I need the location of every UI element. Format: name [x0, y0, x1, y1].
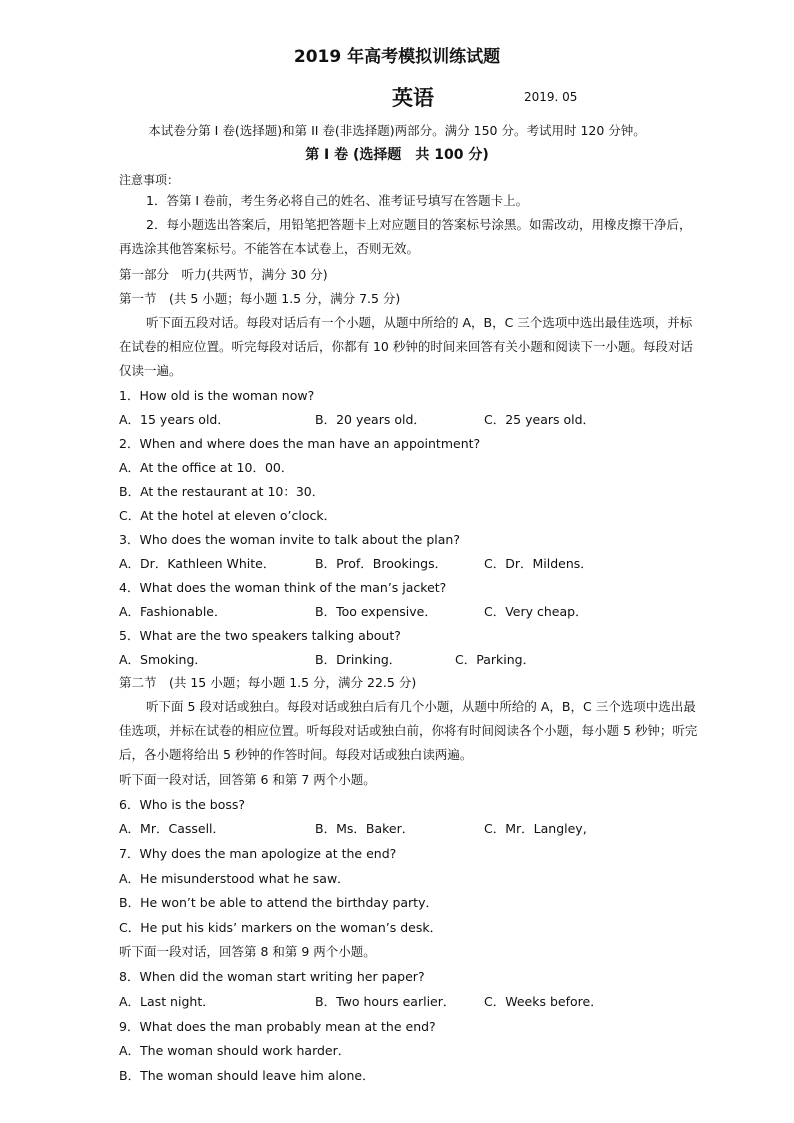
- notes-item-2: 2．每小题选出答案后，用铅笔把答题卡上对应题目的答案标号涂黑。如需改动，用橡皮擦干净后，再选涂其他答案标号。不能答在本试卷上，否则无效。: [119, 217, 692, 256]
- question-5-stem: 5．What are the two speakers talking about?: [119, 628, 401, 643]
- question-7-option-b: B．He won’t be able to attend the birthday party．: [119, 895, 438, 910]
- question-7-stem: 7．Why does the man apologize at the end?: [119, 846, 397, 861]
- question-2-option-c: C．At the hotel at eleven o’clock．: [119, 508, 337, 523]
- question-9-option-b: B．The woman should leave him alone．: [119, 1068, 375, 1083]
- question-6-stem: 6．Who is the boss?: [119, 797, 246, 812]
- question-6-option-a: A．Mr．Cassell．: [119, 821, 226, 836]
- question-1-option-b: B．20 years old．: [315, 412, 426, 427]
- question-3-option-b: B．Prof．Brookings．: [315, 556, 448, 571]
- question-8-option-a: A．Last night．: [119, 994, 215, 1009]
- question-9-option-a: A．The woman should work harder．: [119, 1043, 351, 1058]
- question-5-option-a: A．Smoking．: [119, 652, 207, 667]
- exam-title: 2019 年高考模拟训练试题: [293, 47, 501, 67]
- question-2-option-a: A．At the office at 10．00．: [119, 460, 294, 475]
- question-7-option-a: A．He misunderstood what he saw．: [119, 871, 350, 886]
- question-5-option-c: C．Parking．: [455, 652, 536, 667]
- question-8-option-c: C．Weeks before．: [484, 994, 603, 1009]
- question-1-stem: 1．How old is the woman now?: [119, 388, 315, 403]
- question-1-option-a: A．15 years old．: [119, 412, 230, 427]
- part1-title: 第 I 卷 (选择题 共 100 分): [305, 147, 489, 163]
- question-3-option-a: A．Dr．Kathleen White．: [119, 556, 276, 571]
- question-9-stem: 9．What does the man probably mean at the end?: [119, 1019, 436, 1034]
- question-6-option-b: B．Ms．Baker．: [315, 821, 415, 836]
- question-4-stem: 4．What does the woman think of the man’s jacket?: [119, 580, 447, 595]
- question-3-option-c: C．Dr．Mildens．: [484, 556, 593, 571]
- question-2-option-b: B．At the restaurant at 10：30．: [119, 484, 325, 499]
- question-2-stem: 2．When and where does the man have an appointment?: [119, 436, 481, 451]
- section2-heading: 第二节 (共 15 小题；每小题 1.5 分，满分 22.5 分): [119, 675, 417, 690]
- dialogue-8-9-intro: 听下面一段对话，回答第 8 和第 9 两个小题。: [119, 944, 376, 959]
- question-5-option-b: B．Drinking．: [315, 652, 402, 667]
- exam-intro: 本试卷分第 I 卷(选择题)和第 II 卷(非选择题)两部分。满分 150 分。考试用时 120 分钟。: [148, 123, 646, 138]
- question-6-option-c: C．Mr．Langley,: [484, 821, 587, 836]
- listening-part-heading: 第一部分 听力(共两节，满分 30 分): [119, 267, 328, 282]
- question-8-stem: 8．When did the woman start writing her paper?: [119, 969, 425, 984]
- question-3-stem: 3．Who does the woman invite to talk about the plan?: [119, 532, 460, 547]
- question-4-option-b: B．Too expensive．: [315, 604, 437, 619]
- section1-instructions: 听下面五段对话。每段对话后有一个小题，从题中所给的 A，B，C 三个选项中选出最佳选项，并标在试卷的相应位置。听完每段对话后，你都有 10 秒钟的时间来回答有关小题和阅读下一小题。每段对话仅读一遍。: [119, 315, 693, 378]
- question-4-option-c: C．Very cheap．: [484, 604, 588, 619]
- question-4-option-a: A．Fashionable．: [119, 604, 227, 619]
- notes-heading: 注意事项：: [119, 173, 180, 187]
- section2-instructions: 听下面 5 段对话或独白。每段对话或独白后有几个小题，从题中所给的 A，B，C 三个选项中选出最佳选项，并标在试卷的相应位置。听每段对话或独白前，你将有时间阅读各个小题，每小题 5 秒钟；听完后，各小题将给出 5 秒钟的作答时间。每段对话或独白读两遍。: [119, 699, 698, 762]
- dialogue-6-7-intro: 听下面一段对话，回答第 6 和第 7 两个小题。: [119, 772, 376, 787]
- subject-title: 英语: [392, 86, 434, 110]
- exam-date: 2019. 05: [524, 90, 578, 104]
- notes-item-1: 1．答第 I 卷前，考生务必将自己的姓名、准考证号填写在答题卡上。: [146, 193, 529, 208]
- section1-heading: 第一节 (共 5 小题；每小题 1.5 分，满分 7.5 分): [119, 291, 401, 306]
- question-7-option-c: C．He put his kids’ markers on the woman’s desk．: [119, 920, 443, 935]
- question-1-option-c: C．25 years old．: [484, 412, 596, 427]
- question-8-option-b: B．Two hours earlier．: [315, 994, 456, 1009]
